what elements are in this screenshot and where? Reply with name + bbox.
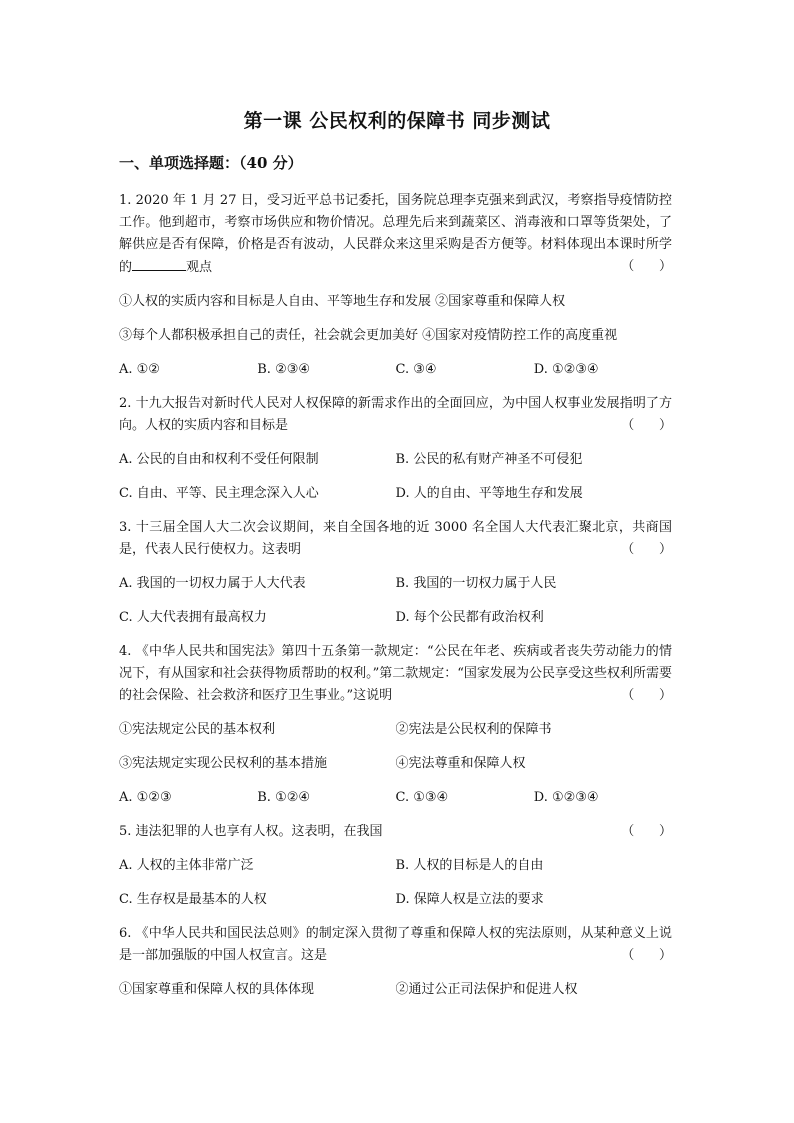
answer-parentheses: （ ） xyxy=(621,688,672,703)
option-b: B. ①②④ xyxy=(257,790,311,805)
option-d: D. 保障人权是立法的要求 xyxy=(395,892,544,907)
option-b: B. 我国的一切权力属于人民 xyxy=(395,576,557,591)
question-2-stem: 2. 十九大报告对新时代人民对人权保障的新需求作出的全面回应，为中国人权事业发展指明了方向。人权的实质内容和目标是 xyxy=(119,396,672,433)
option-c: C. ③④ xyxy=(395,362,437,377)
question-3 xyxy=(119,517,672,561)
question-4-options xyxy=(119,787,672,809)
answer-parentheses: （ ） xyxy=(621,824,672,839)
question-2 xyxy=(119,393,672,437)
question-5-stem: 5. 违法犯罪的人也享有人权。这表明，在我国 xyxy=(119,824,383,839)
question-5-options-row-1 xyxy=(119,855,672,877)
question-3-options-row-2 xyxy=(119,607,672,629)
answer-blank xyxy=(132,256,186,271)
question-2-options-row-2 xyxy=(119,483,672,505)
option-d: D. 人的自由、平等地生存和发展 xyxy=(395,486,583,501)
option-a: A. 我国的一切权力属于人大代表 xyxy=(119,576,306,591)
question-3-stem: 3. 十三届全国人大二次会议期间，来自全国各地的近 3000 名全国人大代表汇聚北京，共商国是，代表人民行使权力。这表明 xyxy=(119,520,672,557)
question-1-stem: 1. 2020 年 1 月 27 日，受习近平总书记委托，国务院总理李克强来到武汉，考察指导疫情防控工作。他到超市，考察市场供应和物价情况。总理先后来到蔬菜区、消毒液和口罩等货架处，了解供应是否有保障，价格是否有波动，人民群众来这里采购是否方便等。材料体现出本课时所学的 xyxy=(119,193,672,275)
section-heading: 一、单项选择题：（40 分） xyxy=(119,154,303,172)
question-1-statements-b: ③每个人都积极承担自己的责任，社会就会更加美好 ④国家对疫情防控工作的高度重视 xyxy=(119,328,618,343)
answer-parentheses: （ ） xyxy=(621,948,672,963)
statement-1: ①国家尊重和保障人权的具体体现 xyxy=(119,982,315,997)
statement-2: ②通过公正司法保护和促进人权 xyxy=(395,982,578,997)
question-list xyxy=(119,190,672,1013)
question-6-stem: 6. 《中华人民共和国民法总则》的制定深入贯彻了尊重和保障人权的宪法原则，从某种意义上说是一部加强版的中国人权宣言。这是 xyxy=(119,926,672,963)
question-2-options-row-1 xyxy=(119,449,672,471)
option-b: B. ②③④ xyxy=(257,362,311,377)
answer-parentheses: （ ） xyxy=(621,418,672,433)
option-b: B. 公民的私有财产神圣不可侵犯 xyxy=(395,452,583,467)
option-c: C. 生存权是最基本的人权 xyxy=(119,892,267,907)
answer-parentheses: （ ） xyxy=(621,542,672,557)
question-1-options xyxy=(119,359,672,381)
answer-parentheses: （ ） xyxy=(621,259,672,274)
option-c: C. ①③④ xyxy=(395,790,449,805)
option-c: C. 自由、平等、民主理念深入人心 xyxy=(119,486,319,501)
option-b: B. 人权的目标是人的自由 xyxy=(395,858,544,873)
statement-3: ③宪法规定实现公民权利的基本措施 xyxy=(119,756,328,771)
option-c: C. 人大代表拥有最高权力 xyxy=(119,610,267,625)
option-a: A. 公民的自由和权利不受任何限制 xyxy=(119,452,319,467)
page-title: 第一课 公民权利的保障书 同步测试 xyxy=(243,110,551,132)
question-6 xyxy=(119,923,672,967)
question-4-statements-row-2 xyxy=(119,753,672,775)
option-a: A. 人权的主体非常广泛 xyxy=(119,858,254,873)
question-4-statements-row-1 xyxy=(119,719,672,741)
option-a: A. ①② xyxy=(119,362,160,377)
question-1-statements-a: ①人权的实质内容和目标是人自由、平等地生存和发展 ②国家尊重和保障人权 xyxy=(119,294,566,309)
option-d: D. ①②③④ xyxy=(533,362,599,377)
option-a: A. ①②③ xyxy=(119,790,172,805)
question-6-statements-row-1 xyxy=(119,979,672,1001)
question-1 xyxy=(119,190,672,279)
statement-4: ④宪法尊重和保障人权 xyxy=(395,756,526,771)
statement-2: ②宪法是公民权利的保障书 xyxy=(395,722,552,737)
option-d: D. ①②③④ xyxy=(533,790,599,805)
question-4 xyxy=(119,641,672,707)
question-4-stem: 4. 《中华人民共和国宪法》第四十五条第一款规定：“公民在年老、疾病或者丧失劳动能力的情况下，有从国家和社会获得物质帮助的权利。”第二款规定：“国家发展为公民享受这些权利所需要的社会保险、社会救济和医疗卫生事业。”这说明 xyxy=(119,644,672,703)
statement-1: ①宪法规定公民的基本权利 xyxy=(119,722,276,737)
option-d: D. 每个公民都有政治权利 xyxy=(395,610,544,625)
question-3-options-row-1 xyxy=(119,573,672,595)
question-5-options-row-2 xyxy=(119,889,672,911)
question-1-tail: 观点 xyxy=(186,260,213,275)
question-5 xyxy=(119,821,672,843)
